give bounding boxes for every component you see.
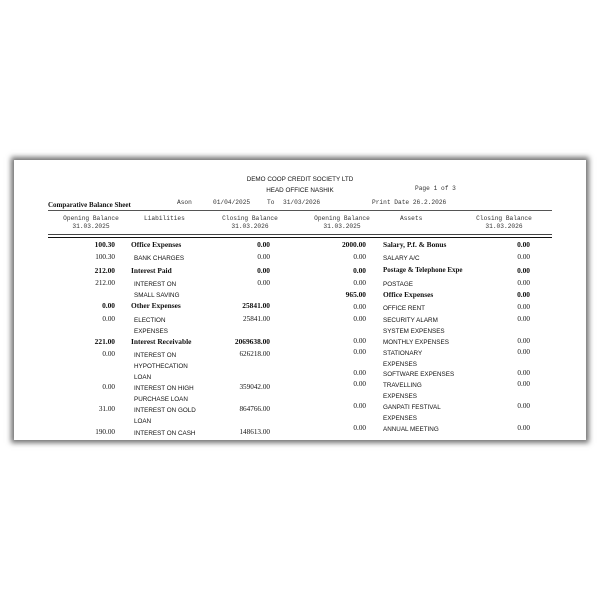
asset-name-8a: STATIONARY — [383, 350, 423, 357]
asset-name-4: Office Expenses — [383, 290, 434, 299]
liab-open-4: 0.00 — [102, 301, 115, 310]
asset-open-1: 0.00 — [353, 253, 366, 261]
liab-name-9b: LOAN — [134, 418, 152, 425]
asset-name-6a: SECURITY ALARM — [383, 317, 438, 324]
liab-close-0: 0.00 — [257, 240, 270, 249]
branch-name: HEAD OFFICE NASHIK — [266, 187, 334, 194]
liab-open-7: 0.00 — [102, 350, 115, 358]
asset-open-0: 2000.00 — [341, 240, 366, 249]
liab-open-2: 212.00 — [94, 266, 115, 275]
asset-name-0: Salary, P.f. & Bonus — [383, 240, 447, 249]
liab-open-6: 221.00 — [94, 337, 115, 346]
col-closing-right-date: 31.03.2026 — [485, 223, 523, 230]
company-name: DEMO COOP CREDIT SOCIETY LTD — [246, 176, 354, 183]
asset-close-5: 0.00 — [517, 303, 530, 311]
liab-name-7a: INTEREST ON — [134, 352, 177, 359]
asset-name-10b: EXPENSES — [383, 393, 417, 400]
col-closing-left: Closing Balance — [222, 215, 278, 222]
liab-name-9a: INTEREST ON GOLD — [134, 407, 196, 414]
asset-open-10: 0.00 — [353, 380, 366, 388]
asset-open-9: 0.00 — [353, 369, 366, 377]
to-date: 31/03/2026 — [283, 199, 321, 206]
liab-name-4: Other Expenses — [131, 301, 181, 310]
balance-sheet-page — [14, 160, 586, 440]
asset-name-11b: EXPENSES — [383, 415, 417, 422]
asset-close-8: 0.00 — [517, 348, 530, 356]
liab-open-10: 190.00 — [95, 428, 115, 436]
liab-close-7: 626218.00 — [239, 350, 270, 358]
print-date: Print Date 26.2.2026 — [372, 199, 447, 206]
report-title: Comparative Balance Sheet — [48, 201, 131, 209]
liab-close-10: 148613.00 — [239, 428, 270, 436]
liab-name-5a: ELECTION — [134, 317, 166, 324]
liab-close-6: 2069638.00 — [234, 337, 270, 346]
col-opening-right-date: 31.03.2025 — [323, 223, 361, 230]
liab-name-0: Office Expenses — [131, 240, 182, 249]
page-number: Page 1 of 3 — [415, 185, 456, 192]
liab-close-8: 359042.00 — [239, 383, 270, 391]
to-label: To — [267, 199, 275, 206]
asset-close-11: 0.00 — [517, 402, 530, 410]
liab-close-5: 25841.00 — [243, 315, 270, 323]
asset-close-2: 0.00 — [517, 266, 530, 275]
liab-close-1: 0.00 — [257, 253, 270, 261]
liab-name-7c: LOAN — [134, 374, 152, 381]
liab-name-10: INTEREST ON CASH — [134, 430, 196, 437]
asset-name-5: OFFICE RENT — [383, 305, 425, 312]
liab-name-8b: PURCHASE LOAN — [134, 396, 188, 403]
asset-open-11: 0.00 — [353, 402, 366, 410]
liab-open-1: 100.30 — [95, 253, 115, 261]
ason-label: Ason — [177, 199, 192, 206]
liab-close-4: 25841.00 — [242, 301, 270, 310]
asset-name-2: Postage & Telephone Expe — [383, 266, 463, 274]
asset-open-12: 0.00 — [353, 424, 366, 432]
asset-name-3: POSTAGE — [383, 281, 413, 288]
asset-close-0: 0.00 — [517, 240, 530, 249]
liab-open-0: 100.30 — [94, 240, 115, 249]
liab-close-2: 0.00 — [257, 266, 270, 275]
asset-name-8b: EXPENSES — [383, 361, 417, 368]
from-date: 01/04/2025 — [213, 199, 251, 206]
col-opening-right: Opening Balance — [314, 215, 370, 222]
col-opening-left-date: 31.03.2025 — [72, 223, 110, 230]
col-opening-left: Opening Balance — [63, 215, 119, 222]
liab-open-8: 0.00 — [102, 383, 115, 391]
asset-name-6b: SYSTEM EXPENSES — [383, 328, 445, 335]
liab-close-3: 0.00 — [257, 279, 270, 287]
asset-open-8: 0.00 — [353, 348, 366, 356]
liab-name-5b: EXPENSES — [134, 328, 168, 335]
col-liabilities: Liabilities — [144, 215, 185, 222]
columns-rule — [48, 234, 552, 235]
liab-close-9: 864766.00 — [239, 405, 270, 413]
liab-open-9: 31.00 — [98, 405, 115, 413]
asset-open-5: 0.00 — [353, 303, 366, 311]
asset-name-11a: GANPATI FESTIVAL — [383, 404, 441, 411]
asset-close-3: 0.00 — [517, 279, 530, 287]
liab-name-6: Interest Receivable — [131, 337, 192, 346]
liab-name-3b: SMALL SAVING — [134, 292, 180, 299]
liab-open-3: 212.00 — [95, 279, 115, 287]
asset-name-7: MONTHLY EXPENSES — [383, 339, 449, 346]
asset-close-12: 0.00 — [517, 424, 530, 432]
asset-close-10: 0.00 — [517, 380, 530, 388]
asset-close-4: 0.00 — [517, 290, 530, 299]
col-closing-right: Closing Balance — [476, 215, 532, 222]
asset-name-9: SOFTWARE EXPENSES — [383, 371, 455, 378]
liab-open-5: 0.00 — [102, 315, 115, 323]
asset-close-9: 0.00 — [517, 369, 530, 377]
asset-name-1: SALARY A/C — [383, 255, 420, 262]
asset-open-4: 965.00 — [345, 290, 366, 299]
liab-name-7b: HYPOTHECATION — [134, 363, 188, 370]
asset-name-12: ANNUAL MEETING — [383, 426, 439, 433]
asset-open-3: 0.00 — [353, 279, 366, 287]
liab-name-1: BANK CHARGES — [134, 255, 185, 262]
asset-close-7: 0.00 — [517, 337, 530, 345]
liab-name-8a: INTEREST ON HIGH — [134, 385, 194, 392]
asset-name-10a: TRAVELLING — [383, 382, 422, 389]
asset-open-6: 0.00 — [353, 315, 366, 323]
header-rule — [48, 210, 552, 211]
liab-name-3a: INTEREST ON — [134, 281, 177, 288]
asset-close-6: 0.00 — [517, 315, 530, 323]
asset-open-2: 0.00 — [353, 266, 366, 275]
liab-name-2: Interest Paid — [131, 266, 172, 275]
asset-close-1: 0.00 — [517, 253, 530, 261]
asset-open-7: 0.00 — [353, 337, 366, 345]
col-assets: Assets — [400, 215, 423, 222]
columns-rule-thick — [48, 237, 552, 238]
col-closing-left-date: 31.03.2026 — [231, 223, 269, 230]
